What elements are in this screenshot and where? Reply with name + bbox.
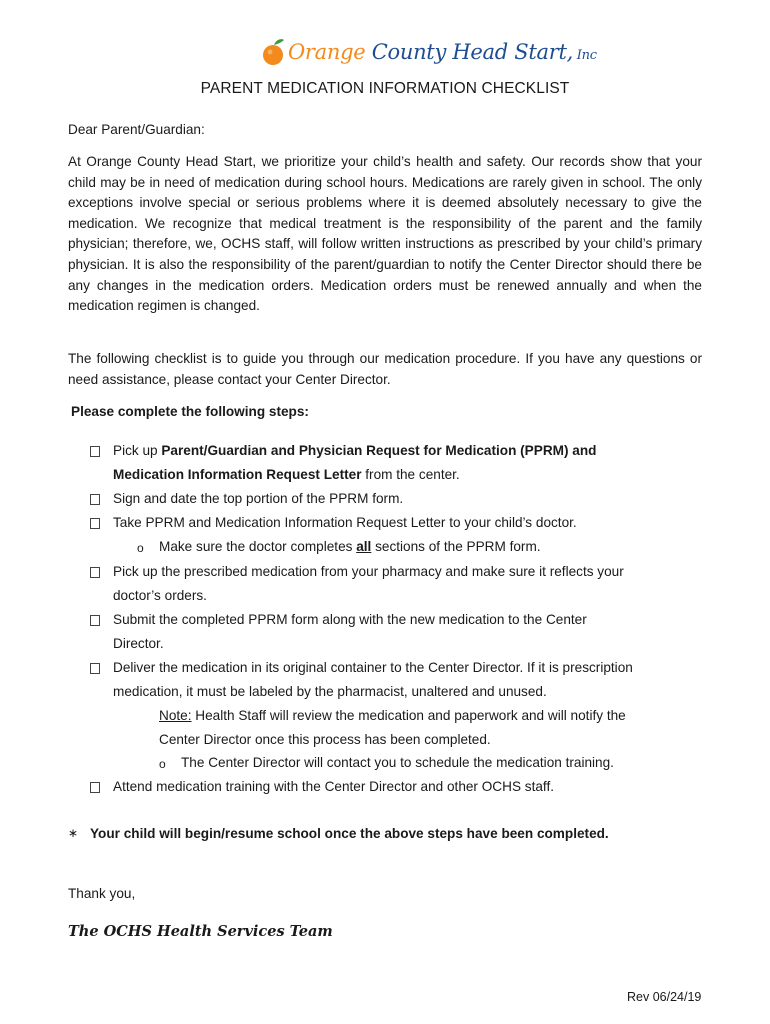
step-3-sub-emphasis: all <box>356 539 372 554</box>
note-line-1 <box>159 708 626 723</box>
revision-date: Rev 06/24/19 <box>627 990 702 1004</box>
note-line-2: Center Director once this process has been completed. <box>159 732 491 747</box>
step-1-bold-text: Parent/Guardian and Physician Request for Medication (PPRM) and <box>161 443 597 458</box>
step-6-line-1: Deliver the medication in its original container to the Center Director. If it is prescription <box>113 660 633 675</box>
logo-word-headstart: Head Start, <box>452 40 573 64</box>
sub-bullet-icon: o <box>137 541 144 555</box>
logo-word-inc: Inc <box>572 48 597 63</box>
step-3-sub <box>159 539 541 554</box>
checkbox-icon <box>90 446 100 457</box>
logo-word-orange: Orange <box>288 40 366 64</box>
step-6-line-2: medication, it must be labeled by the pharmacist, unaltered and unused. <box>113 684 547 699</box>
checkbox-icon <box>90 518 100 529</box>
logo-wordmark <box>288 40 597 64</box>
checkbox-icon <box>90 663 100 674</box>
signature: The OCHS Health Services Team <box>68 923 333 940</box>
organization-logo <box>262 34 597 70</box>
sub-bullet-icon: o <box>159 757 166 771</box>
step-2: Sign and date the top portion of the PPRM form. <box>113 491 404 506</box>
step-3-sub-text: Make sure the doctor completes <box>159 539 357 554</box>
guide-paragraph: The following checklist is to guide you through our medication procedure. If you have any questions or need assistance, please contact your Center Director. <box>68 351 702 387</box>
checkbox-icon <box>90 782 100 793</box>
orange-fruit-icon <box>262 37 286 67</box>
step-1-text-end: from the center. <box>361 467 460 482</box>
intro-paragraph: At Orange County Head Start, we prioritize your child’s health and safety. Our records show that your child may be in need of medication during school hours. Medications are rarely given in school. The only exceptions involve special or serious problems where it is deemed absolutely necessary to give the medication. We recognize that medical treatment is the responsibility of the parent and the family physician; therefore, we, OCHS staff, will follow written instructions as prescribed by your child’s primary physician. It is also the responsibility of the parent/guardian to notify the Center Director should there be any changes in the medication orders. Medication orders must be renewed annually and when the medication regimen is changed. <box>68 154 702 314</box>
step-1-text: Pick up <box>113 443 162 458</box>
step-5-line-1: Submit the completed PPRM form along with the new medication to the Center <box>113 612 587 627</box>
step-1-bold-letter: Medication Information Request Letter <box>113 467 362 482</box>
asterisk-bullet-icon: ∗ <box>68 826 79 840</box>
step-3-sub-text-end: sections of the PPRM form. <box>371 539 541 554</box>
step-7: Attend medication training with the Center Director and other OCHS staff. <box>113 779 555 794</box>
note-text: Health Staff will review the medication and paperwork and will notify the <box>191 708 626 723</box>
steps-heading: Please complete the following steps: <box>71 404 309 419</box>
step-1-line-1 <box>113 443 596 458</box>
step-1-line-2 <box>113 467 460 482</box>
step-5-line-2: Director. <box>113 636 164 651</box>
step-4-line-1: Pick up the prescribed medication from your pharmacy and make sure it reflects your <box>113 564 624 579</box>
step-4-line-2: doctor’s orders. <box>113 588 207 603</box>
final-note: Your child will begin/resume school once the above steps have been completed. <box>90 826 609 841</box>
checkbox-icon <box>90 567 100 578</box>
greeting: Dear Parent/Guardian: <box>68 122 205 137</box>
page-title: PARENT MEDICATION INFORMATION CHECKLIST <box>200 80 570 97</box>
checkbox-icon <box>90 615 100 626</box>
step-3: Take PPRM and Medication Information Request Letter to your child’s doctor. <box>113 515 577 530</box>
logo-word-county: County <box>365 40 453 64</box>
closing: Thank you, <box>68 886 136 901</box>
note-label: Note: <box>159 708 192 723</box>
step-6-sub: The Center Director will contact you to schedule the medication training. <box>181 755 614 770</box>
checkbox-icon <box>90 494 100 505</box>
